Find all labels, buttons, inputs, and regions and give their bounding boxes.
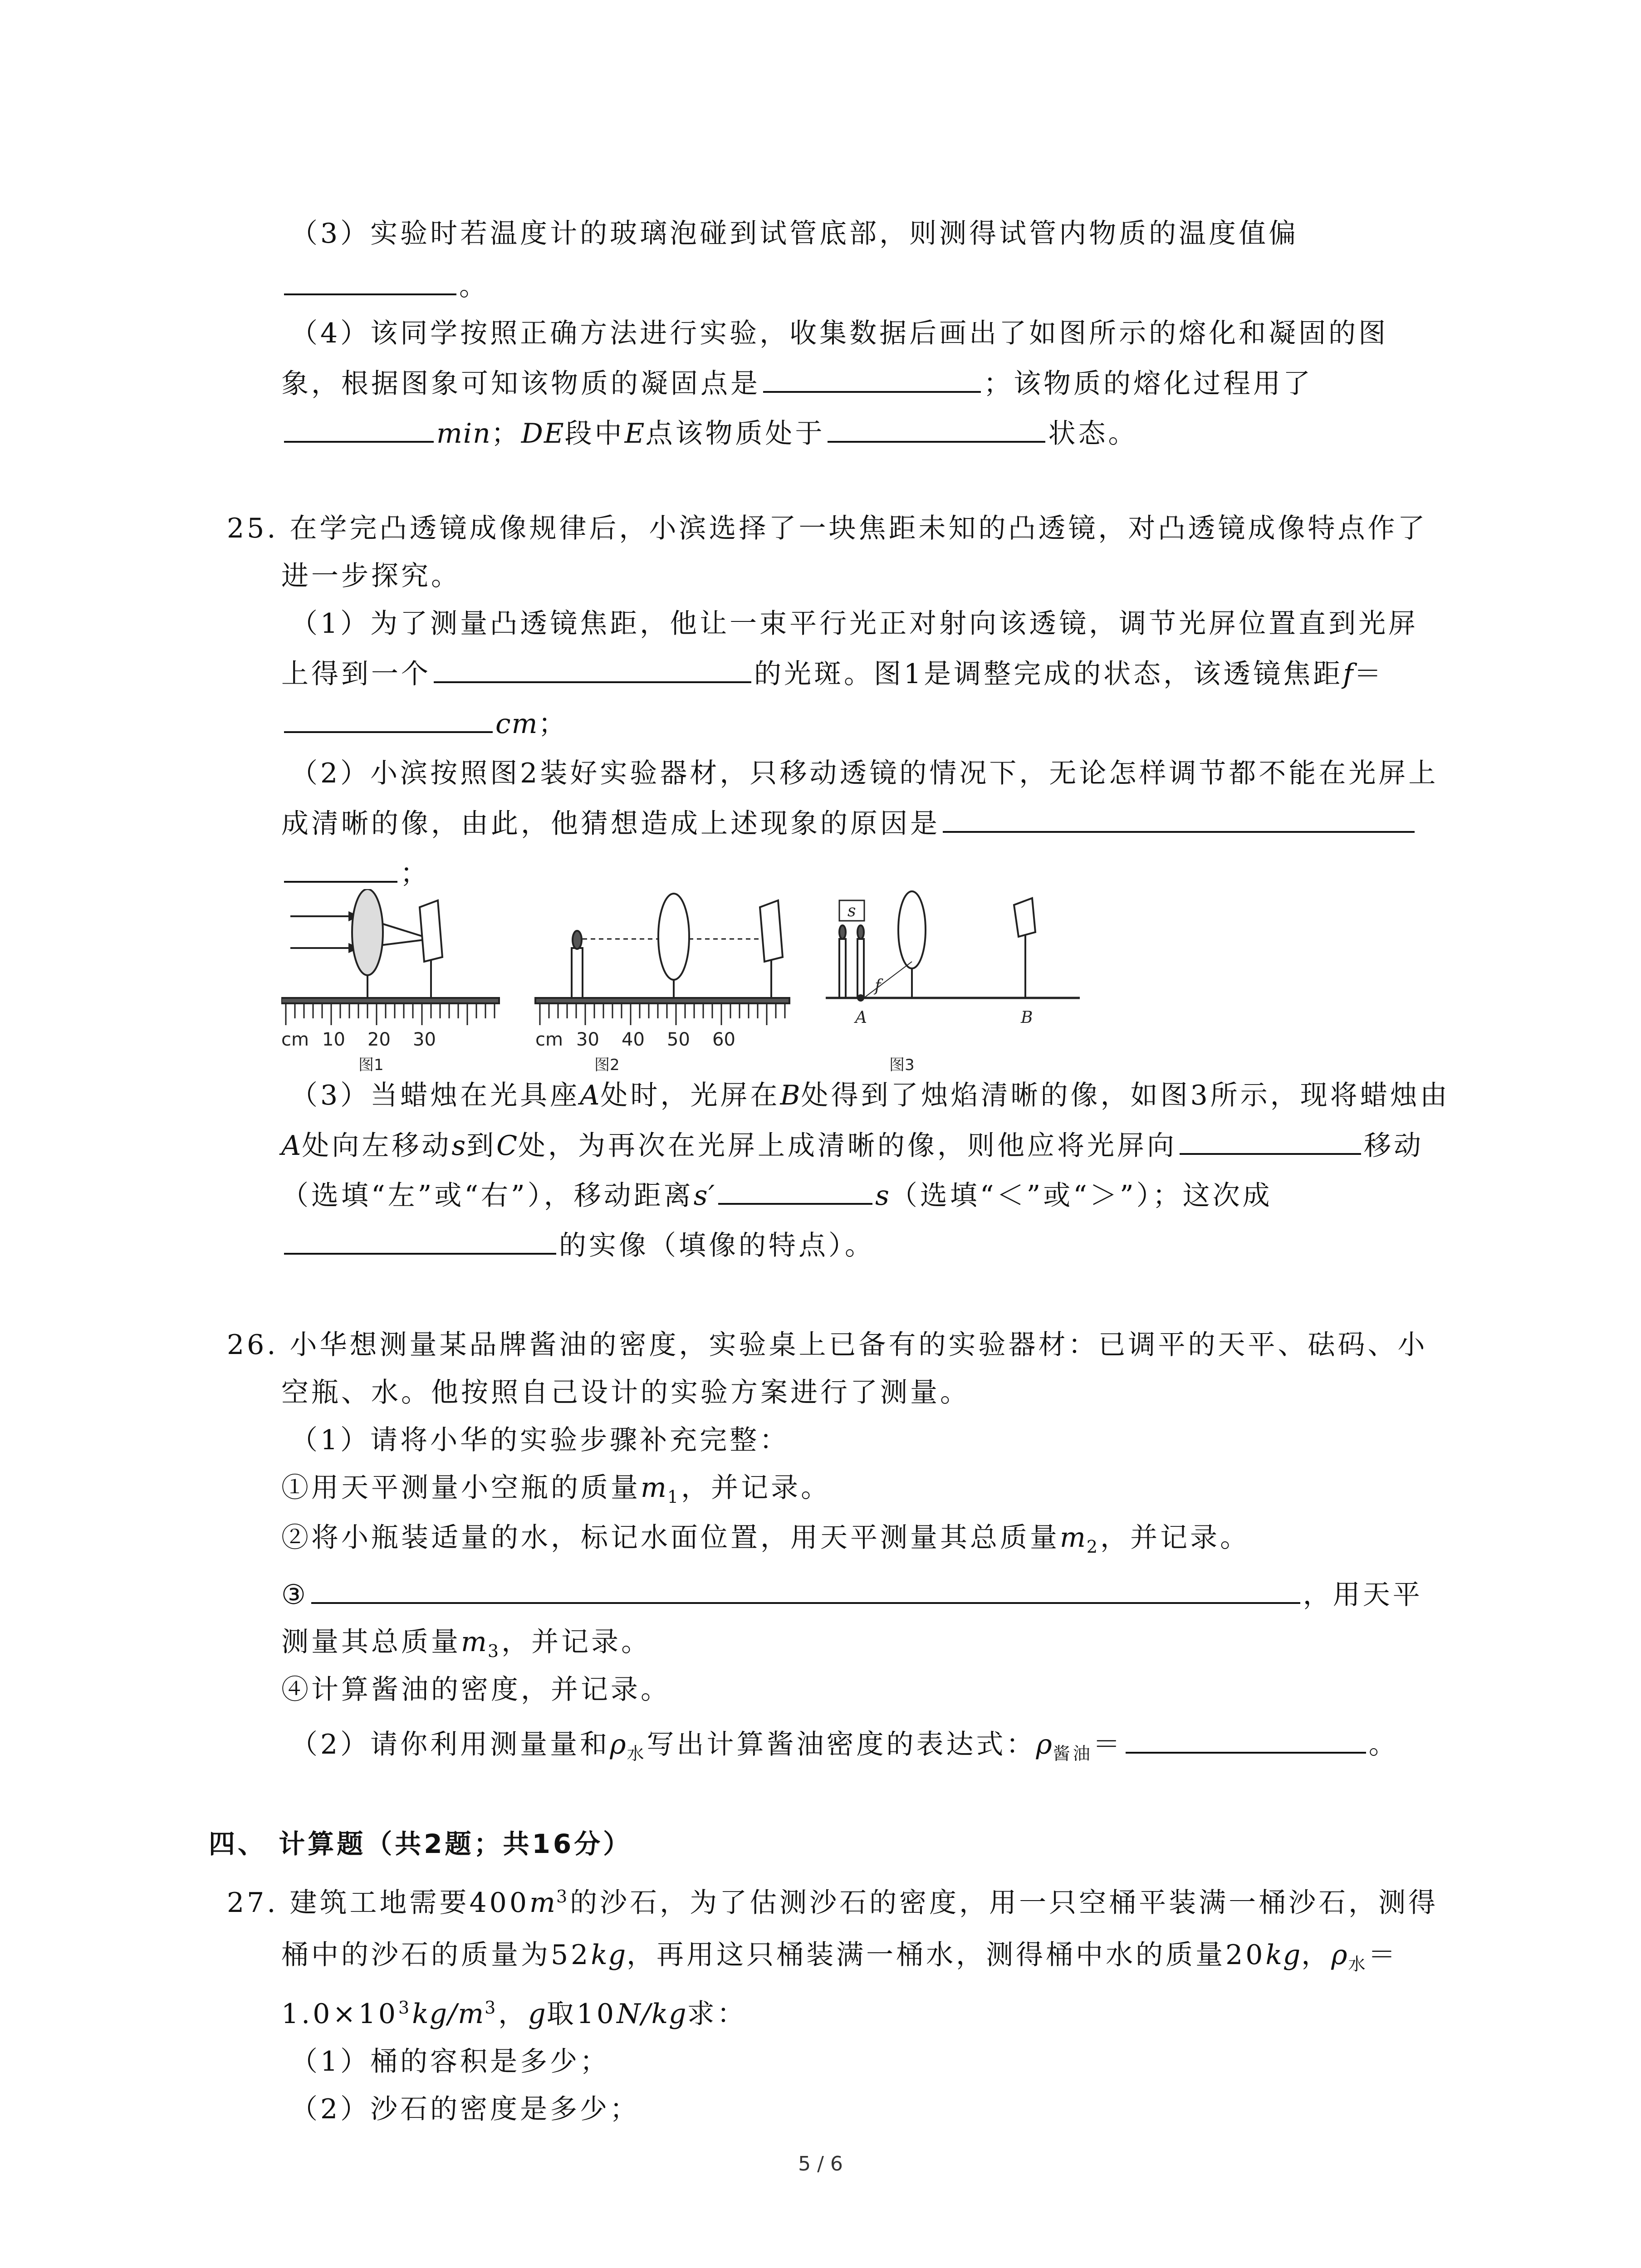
- answer-blank[interactable]: [284, 1225, 556, 1255]
- q24-part3-line2: 。: [281, 265, 489, 307]
- answer-blank[interactable]: [284, 265, 456, 295]
- q27-line1: 27. 建筑工地需要$400m^3$的沙石，为了估测沙石的密度，用一只空桶平装满一桶沙石，测得: [227, 1887, 1439, 1919]
- answer-blank[interactable]: [763, 363, 981, 393]
- q26-part1: （1）请将小华的实验步骤补充完整：: [290, 1424, 790, 1456]
- fig3-label-B: B: [1021, 1008, 1033, 1027]
- figure-2: [535, 894, 789, 1025]
- q27-part2: （2）沙石的密度是多少；: [290, 2093, 640, 2125]
- q25-part3-line2: A处向左移动s到C处，为再次在光屏上成清晰的像，则他应将光屏向 移动: [281, 1125, 1424, 1166]
- page-number: 5 / 6: [798, 2152, 843, 2175]
- q26-step3-line2: 测量其总质量$m_3$，并记录。: [281, 1626, 652, 1661]
- q25-part2-line3: ；: [281, 853, 430, 894]
- fig2-tick-40: 40: [622, 1029, 645, 1050]
- q24-part3-line1: （3）实验时若温度计的玻璃泡碰到试管底部，则测得试管内物质的温度值偏: [290, 218, 1299, 249]
- q25-part3-line4: 的实像（填像的特点）。: [281, 1225, 875, 1266]
- answer-blank[interactable]: [434, 653, 751, 683]
- fig1-caption: 图1: [358, 1056, 384, 1074]
- q26-stem-line1: 26. 小华想测量某品牌酱油的密度，实验桌上已备有的实验器材：已调平的天平、砝码、小: [227, 1329, 1428, 1361]
- section-heading: 四、 计算题（共2题；共16分）: [209, 1828, 632, 1859]
- answer-blank[interactable]: [943, 803, 1415, 833]
- q26-step4: ④计算酱油的密度，并记录。: [281, 1674, 671, 1706]
- fig2-tick-30: 30: [576, 1029, 599, 1050]
- q25-part3-line1: （3）当蜡烛在光具座A处时，光屏在B处得到了烛焰清晰的像，如图3所示，现将蜡烛由: [290, 1080, 1450, 1111]
- question-number: 25.: [227, 513, 279, 544]
- figure-3: [826, 891, 1080, 1001]
- optics-diagram: [281, 889, 1416, 1080]
- fig1-tick-30: 30: [413, 1029, 436, 1050]
- question-number: 27.: [227, 1887, 279, 1919]
- answer-blank[interactable]: [284, 703, 493, 733]
- q26-step1: ①用天平测量小空瓶的质量$m_1$，并记录。: [281, 1472, 831, 1507]
- q25-stem-line2: 进一步探究。: [281, 560, 461, 592]
- fig2-caption: 图2: [594, 1056, 620, 1074]
- question-number: 26.: [227, 1329, 279, 1361]
- figure-1: [281, 889, 499, 1025]
- answer-blank[interactable]: [828, 413, 1045, 443]
- answer-blank[interactable]: [284, 853, 397, 883]
- q24-part4-line1: （4）该同学按照正确方法进行实验，收集数据后画出了如图所示的熔化和凝固的图: [290, 318, 1389, 349]
- q25-part1-line1: （1）为了测量凸透镜焦距，他让一束平行光正对射向该透镜，调节光屏位置直到光屏: [290, 608, 1419, 640]
- fig1-tick-10: 10: [322, 1029, 345, 1050]
- q24-part4-line3: min；DE段中E点该物质处于 状态。: [281, 413, 1138, 454]
- q27-part1: （1）桶的容积是多少；: [290, 2046, 610, 2077]
- fig3-label-A: A: [855, 1008, 867, 1027]
- q25-part3-line3: （选填“左”或“右”），移动距离s′ s（选填“＜”或“＞”）；这次成: [281, 1175, 1273, 1216]
- q25-part2-line2: 成清晰的像，由此，他猜想造成上述现象的原因是: [281, 803, 1417, 844]
- q26-stem-line2: 空瓶、水。他按照自己设计的实验方案进行了测量。: [281, 1377, 970, 1408]
- fig1-tick-cm: cm: [281, 1029, 309, 1050]
- q26-part2: （2）请你利用测量量和$\rho_水$写出计算酱油密度的表达式：$\rho_{酱油}=$ 。: [290, 1724, 1399, 1765]
- q27-line2: 桶中的沙石的质量为52kg，再用这只桶装满一桶水，测得桶中水的质量20kg，$\rho_水=$: [281, 1939, 1398, 1974]
- fig3-caption: 图3: [889, 1056, 915, 1074]
- answer-blank[interactable]: [1180, 1125, 1361, 1155]
- q26-step2: ②将小瓶装适量的水，标记水面位置，用天平测量其总质量$m_2$，并记录。: [281, 1522, 1250, 1557]
- fig2-tick-50: 50: [667, 1029, 690, 1050]
- q25-part2-line1: （2）小滨按照图2装好实验器材，只移动透镜的情况下，无论怎样调节都不能在光屏上: [290, 758, 1439, 789]
- answer-blank[interactable]: [718, 1175, 872, 1205]
- fig2-tick-cm: cm: [535, 1029, 563, 1050]
- q25-part1-line2: 上得到一个 的光斑。图1是调整完成的状态，该透镜焦距f＝: [281, 653, 1384, 694]
- q27-line3: $1.0\times 10^3kg/m^3$，g取10N/kg求：: [281, 1998, 747, 2030]
- fig3-label-f: f: [875, 977, 881, 995]
- answer-blank[interactable]: [1126, 1724, 1366, 1754]
- q25-stem-line1: 25. 在学完凸透镜成像规律后，小滨选择了一块焦距未知的凸透镜，对凸透镜成像特点作了: [227, 513, 1428, 544]
- answer-blank[interactable]: [311, 1574, 1300, 1604]
- q25-part1-line3: cm；: [281, 703, 568, 744]
- fig1-tick-20: 20: [367, 1029, 391, 1050]
- q26-step3-line1: ③ ，用天平: [281, 1574, 1423, 1615]
- q24-part4-line2: 象，根据图象可知该物质的凝固点是 ；该物质的熔化过程用了: [281, 363, 1313, 404]
- fig3-label-s: s: [847, 902, 856, 920]
- fig2-tick-60: 60: [712, 1029, 735, 1050]
- optics-figures: [281, 889, 1416, 1080]
- answer-blank[interactable]: [284, 413, 434, 443]
